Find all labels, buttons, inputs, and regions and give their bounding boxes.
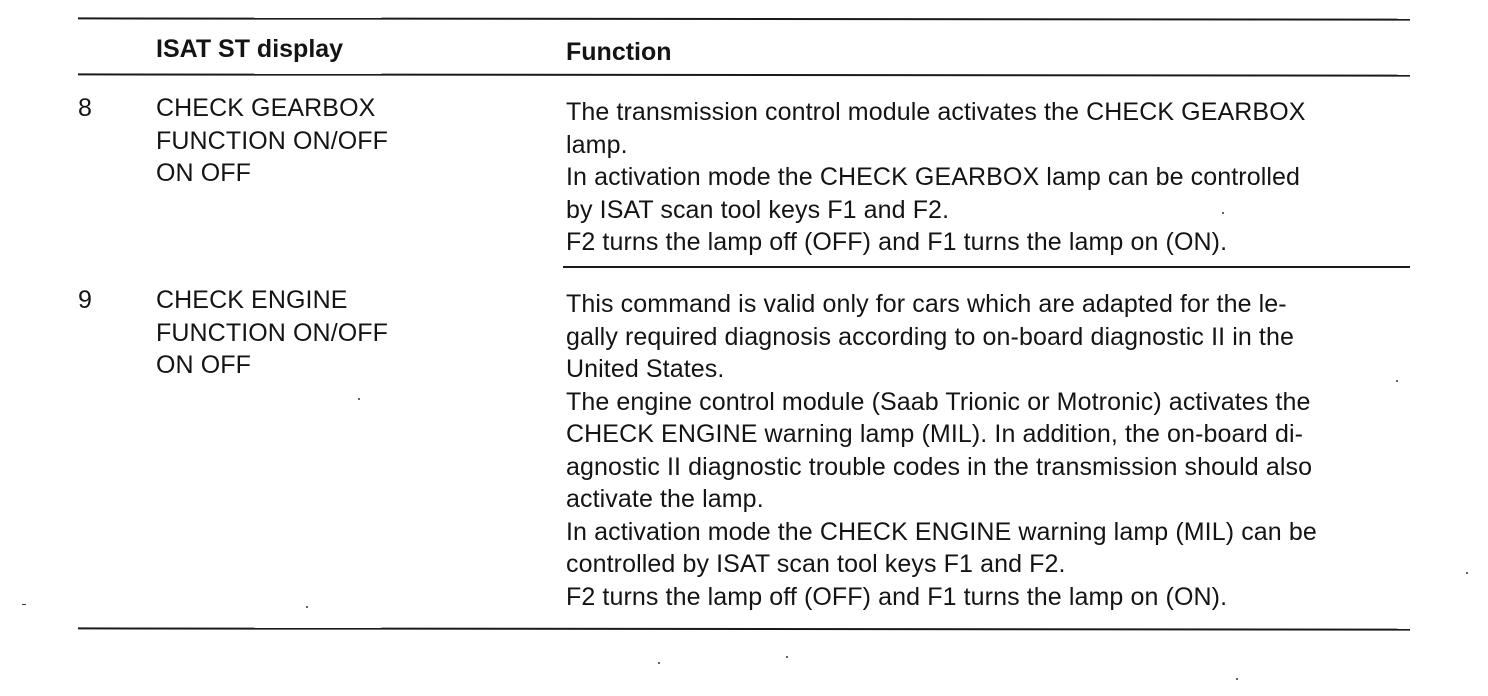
row-number: 8	[78, 94, 93, 122]
function-line: activate the lamp.	[566, 485, 764, 513]
function-line: In activation mode the CHECK ENGINE warning lamp (MIL) can be	[566, 517, 1317, 546]
display-line: FUNCTION ON/OFF	[156, 126, 389, 155]
scan-speck	[1396, 380, 1398, 382]
function-line: United States.	[566, 355, 725, 383]
scan-speck	[22, 604, 26, 605]
function-line: F2 turns the lamp off (OFF) and F1 turns the lamp on (ON).	[566, 582, 1228, 611]
function-line: This command is valid only for cars which are adapted for the le-	[566, 290, 1287, 318]
row-divider-rule	[563, 266, 1410, 268]
scan-speck	[1466, 572, 1468, 574]
function-line: F2 turns the lamp off (OFF) and F1 turns the lamp on (ON).	[566, 228, 1228, 256]
row-function-text	[566, 288, 1317, 613]
display-line: CHECK GEARBOX	[156, 94, 376, 122]
row-display-text	[156, 92, 388, 190]
table-bottom-rule	[78, 627, 1410, 630]
function-line: controlled by ISAT scan tool keys F1 and F2.	[566, 550, 1066, 578]
function-line: by ISAT scan tool keys F1 and F2.	[566, 195, 950, 224]
display-line: ON OFF	[156, 351, 252, 379]
scan-speck	[306, 606, 308, 608]
scan-speck	[1236, 678, 1238, 680]
row-function-text	[566, 96, 1306, 259]
display-line: ON OFF	[156, 159, 252, 187]
display-line: CHECK ENGINE	[156, 286, 348, 314]
function-line: gally required diagnosis according to on-board diagnostic II in the	[566, 322, 1294, 351]
row-display-text	[156, 284, 388, 382]
scan-speck	[786, 656, 788, 658]
row-number: 9	[78, 286, 93, 314]
header-function: Function	[566, 38, 672, 66]
function-line: lamp.	[566, 130, 628, 159]
function-line: The transmission control module activates the CHECK GEARBOX	[566, 98, 1306, 126]
scan-speck	[358, 398, 360, 400]
scan-speck	[658, 662, 660, 664]
function-line: The engine control module (Saab Trionic or Motronic) activates the	[566, 387, 1311, 416]
table-top-rule	[78, 17, 1410, 20]
function-line: CHECK ENGINE warning lamp (MIL). In addition, the on-board di-	[566, 420, 1304, 448]
header-isat-st-display: ISAT ST display	[156, 35, 344, 63]
header-rule	[78, 73, 1410, 76]
function-line: agnostic II diagnostic trouble codes in the transmission should also	[566, 452, 1313, 481]
function-line: In activation mode the CHECK GEARBOX lamp can be controlled	[566, 163, 1301, 191]
display-line: FUNCTION ON/OFF	[156, 318, 389, 347]
scan-speck	[1222, 212, 1224, 214]
